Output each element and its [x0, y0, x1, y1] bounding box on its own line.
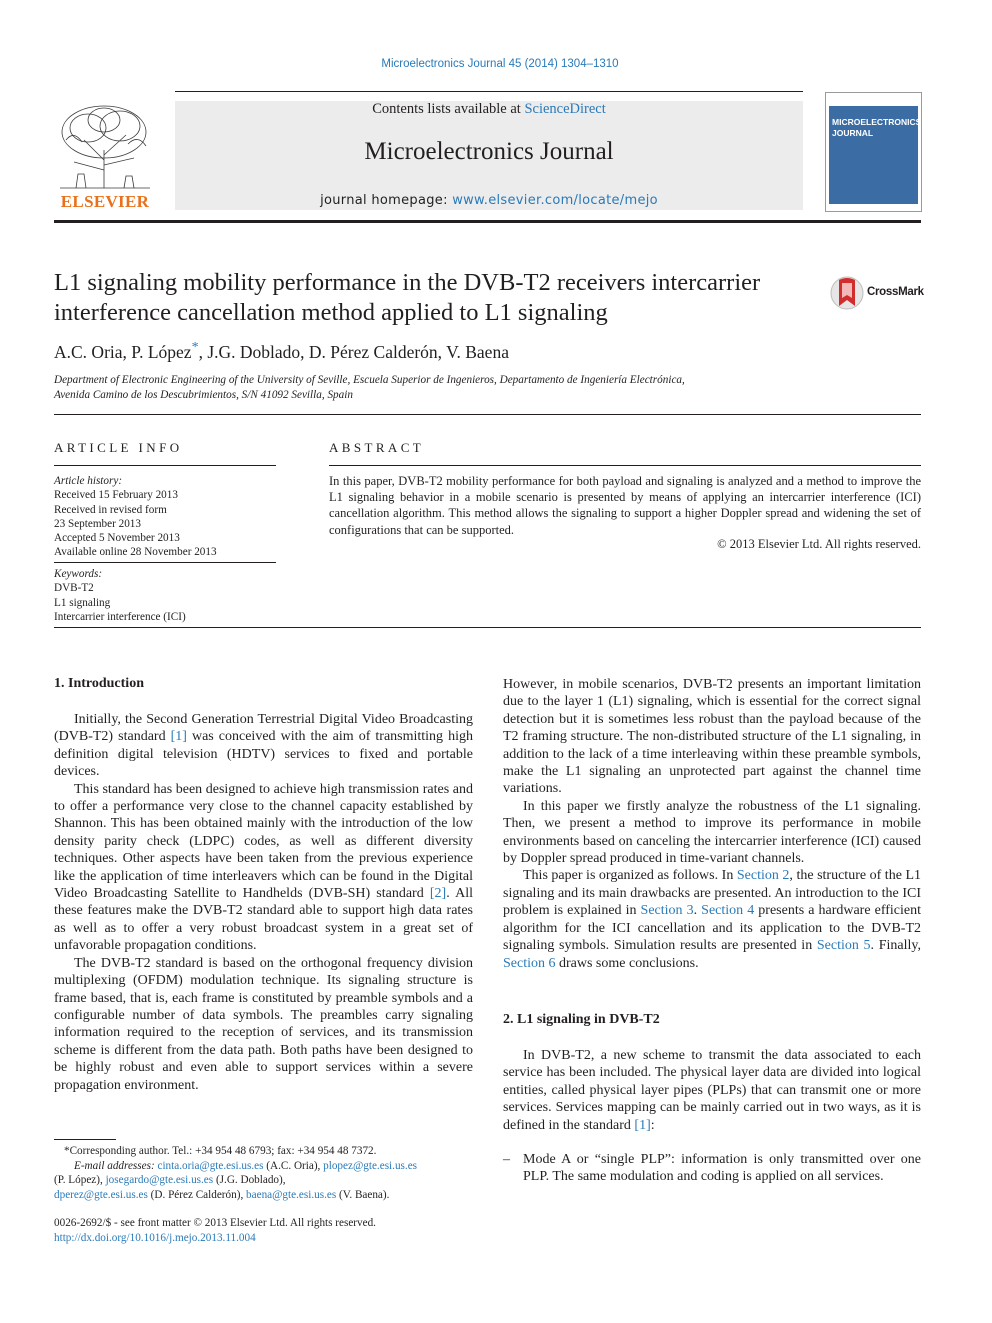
- history-item: Accepted 5 November 2013: [54, 532, 180, 545]
- affiliation: [54, 373, 914, 402]
- keyword: DVB-T2: [54, 582, 94, 595]
- intro-paragraph-1: [54, 711, 473, 781]
- text-run: presents a hardware efficient algorithm for the ICI cancellation and its application to the DVB-T2 signaling symbols. Simulation results are presented in: [503, 903, 921, 954]
- keywords: [54, 567, 276, 624]
- homepage-link[interactable]: www.elsevier.com/locate/mejo: [452, 193, 658, 208]
- journal-title: Microelectronics Journal: [364, 138, 614, 165]
- email-link[interactable]: baena@gte.esi.us.es: [246, 1188, 337, 1201]
- contents-line: [175, 101, 803, 118]
- email-link[interactable]: dperez@gte.esi.us.es: [54, 1188, 148, 1201]
- keywords-label: Keywords:: [54, 568, 103, 580]
- intro-paragraph-2: [54, 781, 473, 955]
- corresponding-author-marker[interactable]: *: [191, 340, 199, 355]
- affiliation-line-2: Avenida Camino de los Descubrimientos, S/N 41092 Sevilla, Spain: [54, 388, 353, 401]
- authors-rest: , J.G. Doblado, D. Pérez Calderón, V. Baena: [198, 341, 509, 362]
- email-line-1: [54, 1159, 474, 1174]
- section-4-link[interactable]: Section 4: [701, 903, 755, 919]
- affiliation-line-1: Department of Electronic Engineering of the University of Seville, Escuela Superior de Ingenieros, Departamento de Ingeniería Electrónica,: [54, 374, 685, 386]
- history-item: Received 15 February 2013: [54, 489, 178, 502]
- section-2-body: [503, 1047, 921, 1134]
- section-5-link[interactable]: Section 5: [816, 938, 871, 954]
- crossmark-badge[interactable]: [830, 276, 922, 310]
- issn-line: 0026-2692/$ - see front matter © 2013 Elsevier Ltd. All rights reserved.: [54, 1217, 376, 1229]
- text-run: In DVB-T2, a new scheme to transmit the data associated to each service has been included. The physical layer data are divided into logical entities, called physical layer pipes (PLPs) that can transmit one or more services. Services mapping can be mainly carried out in two ways, as it is defined in the standard: [503, 1048, 921, 1133]
- text-run: .: [693, 903, 702, 919]
- section-2-paragraph-1: [503, 1047, 921, 1134]
- intro-paragraph-4: However, in mobile scenarios, DVB-T2 presents an important limitation due to the layer 1 (L1) signaling, which is essential for the correct signal detection but it is sometimes less robust than the payload because of the T2 framing structure. The non-distributed structure of the L1 signaling, in addition to the lack of a time interleaving within these preamble symbols, make the L1 signaling an unprotected part against the channel time variations.: [503, 677, 921, 797]
- abstract-text: In this paper, DVB-T2 mobility performance for both payload and signaling is analyzed and a method to improve the L1 signaling behavior in a mobile scenario is presented by means of applying an intercarrier interference (ICI) cancellation algorithm. This method allows the signaling to support a higher Doppler spread and widening the set of configurations that can be supported.: [329, 474, 921, 537]
- email-link[interactable]: plopez@gte.esi.us.es: [323, 1159, 418, 1172]
- text-run: This paper is organized as follows. In: [523, 868, 737, 884]
- footnote-text: Corresponding author. Tel.: +34 954 48 6793; fax: +34 954 48 7372.: [69, 1145, 377, 1157]
- list-bullet: –: [503, 1152, 510, 1167]
- email-link[interactable]: cinta.oria@gte.esi.us.es: [157, 1159, 264, 1172]
- cover-title-line-2: JOURNAL: [832, 128, 874, 138]
- footnote: [54, 1144, 474, 1202]
- email-line-2: [54, 1173, 474, 1188]
- text-run: :: [650, 1117, 655, 1133]
- email-owner: (V. Baena).: [336, 1188, 390, 1201]
- email-owner: (P. López),: [54, 1174, 106, 1186]
- article-info-divider: [54, 562, 276, 563]
- journal-cover-thumbnail[interactable]: [825, 92, 922, 212]
- corresponding-author-note: [54, 1144, 474, 1159]
- intro-paragraph-5: In this paper we firstly analyze the robustness of the L1 signaling. Then, we present a method to improve its performance in mobile environments based on canceling the intercarrier interference (ICI) caused by Doppler spread produced in time-variant channels.: [503, 798, 921, 867]
- paper-title: L1 signaling mobility performance in the DVB-T2 receivers intercarrier interference cancellation method applied to L1 signaling: [54, 269, 761, 326]
- text-run: Initially, the Second Generation Terrestrial Digital Video Broadcasting (DVB-T2) standard: [54, 712, 473, 745]
- intro-paragraph-6: [503, 867, 921, 971]
- title-block-rule: [54, 414, 921, 415]
- header-top-rule: [175, 91, 803, 92]
- keyword: L1 signaling: [54, 596, 111, 609]
- section-6-link[interactable]: Section 6: [503, 955, 556, 971]
- text-run: . All these features make the DVB-T2 standard able to support high data rates as well as to offer a very robust broadcast system in a great set of unfavorable propagation conditions.: [54, 886, 473, 954]
- abstract-copyright: © 2013 Elsevier Ltd. All rights reserved.: [717, 537, 921, 551]
- text-run: was conceived with the aim of transmitting high definition digital television (HDTV) services to fixed and portable devices.: [54, 729, 473, 780]
- email-line-3: [54, 1188, 474, 1203]
- text-run: . Finally,: [870, 938, 921, 954]
- header-thick-rule: [54, 220, 921, 223]
- journal-reference[interactable]: Microelectronics Journal 45 (2014) 1304–1310: [381, 58, 619, 70]
- cover-title: [832, 117, 922, 139]
- left-column: [54, 711, 473, 1094]
- author-list: [54, 340, 914, 363]
- list-item-text: Mode A or “single PLP”: information is only transmitted over one PLP. The same modulation and coding is applied on all services.: [523, 1152, 921, 1185]
- email-owner: (D. Pérez Calderón),: [147, 1188, 247, 1201]
- text-run: , the structure of the L1 signaling and its main drawbacks are presented. An introduction to the ICI problem is explained in: [503, 868, 921, 919]
- email-label: E-mail addresses:: [74, 1159, 158, 1172]
- history-label: Article history:: [54, 475, 123, 487]
- authors-first: A.C. Oria, P. López: [54, 341, 192, 362]
- section-2-link[interactable]: Section 2: [736, 868, 790, 884]
- reference-link-1b[interactable]: [1]: [634, 1117, 651, 1133]
- text-run: draws some conclusions.: [555, 955, 699, 971]
- introduction-heading: 1. Introduction: [54, 676, 144, 691]
- intro-paragraph-3: The DVB-T2 standard is based on the orthogonal frequency division multiplexing (OFDM) modulation technique. Its signaling structure is frame based, that is, each frame is constituted by preamble symbols and a configurable number of data symbols. The preambles carry signaling information required to the reception of services, and its transmission scheme is different from the data path. Both paths have been designed to be highly robust and even able to support services within a severe propagation environment.: [54, 955, 473, 1093]
- doi-link[interactable]: http://dx.doi.org/10.1016/j.mejo.2013.11.004: [54, 1231, 256, 1244]
- abstract-heading: ABSTRACT: [329, 440, 425, 455]
- reference-link-1[interactable]: [1]: [170, 729, 187, 745]
- front-matter: [54, 1216, 474, 1245]
- history-item: 23 September 2013: [54, 517, 141, 530]
- email-owner: (A.C. Oria),: [263, 1159, 324, 1172]
- cover-title-line-1: MICROELECTRONICS: [832, 117, 922, 127]
- abstract-rule: [329, 465, 921, 466]
- homepage-prefix: journal homepage:: [320, 193, 453, 208]
- keyword: Intercarrier interference (ICI): [54, 610, 186, 623]
- article-history: [54, 474, 276, 560]
- email-owner: (J.G. Doblado),: [213, 1174, 286, 1186]
- text-run: This standard has been designed to achieve high transmission rates and to offer a performance very close to the channel capacity established by Shannon. This has been obtained mainly with the introduction of the low density parity check (LDPC) codes, as well as different diversity techniques. Other aspects have been taken from the previous experience like the application of time interleavers which can be found in the Digital Video Broadcasting Satellite to Handhelds (DVB-SH) standard: [54, 781, 473, 902]
- journal-homepage-line: [175, 193, 803, 208]
- footnote-star: *: [64, 1145, 70, 1157]
- elsevier-wordmark: ELSEVIER: [60, 192, 150, 211]
- abstract-bottom-rule: [54, 627, 921, 628]
- footnote-rule: [54, 1139, 116, 1140]
- contents-prefix: Contents lists available at: [372, 101, 525, 117]
- article-info-rule: [54, 465, 276, 466]
- sciencedirect-link[interactable]: ScienceDirect: [524, 101, 606, 117]
- crossmark-icon: [830, 276, 866, 310]
- cover-publisher-strip: [826, 93, 921, 105]
- section-3-link[interactable]: Section 3: [640, 903, 694, 919]
- section-2-heading: 2. L1 signaling in DVB-T2: [503, 1012, 660, 1027]
- history-item: Received in revised form: [54, 503, 167, 516]
- right-column: [503, 676, 921, 972]
- crossmark-label: CrossMark: [867, 286, 924, 298]
- email-link[interactable]: josegardo@gte.esi.us.es: [105, 1174, 214, 1186]
- article-info-heading: ARTICLE INFO: [54, 440, 183, 455]
- reference-link-2[interactable]: [2]: [429, 886, 447, 902]
- history-item: Available online 28 November 2013: [54, 546, 217, 559]
